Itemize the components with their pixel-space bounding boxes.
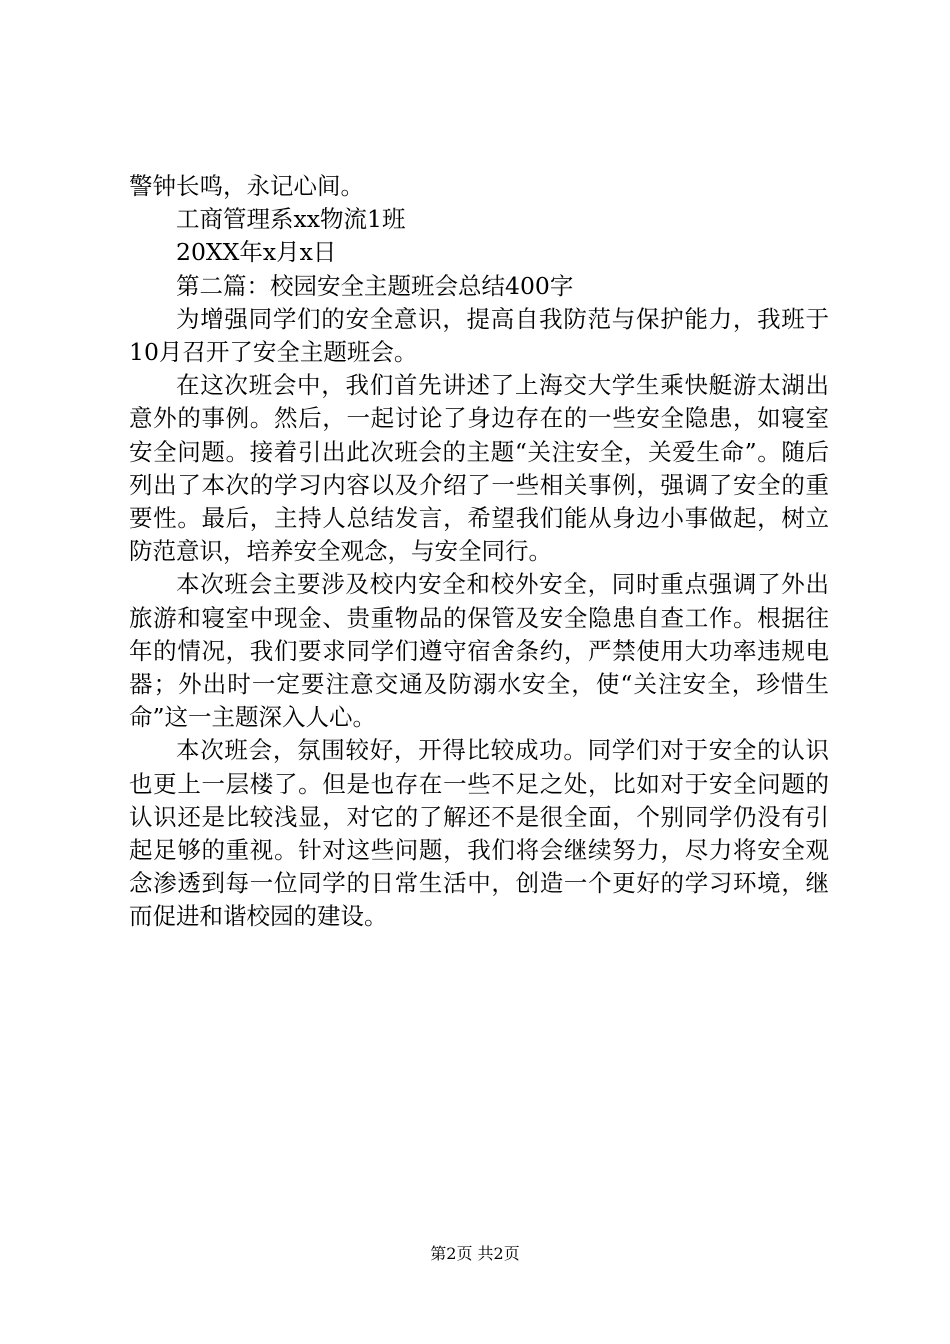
document-body [129,170,829,934]
paragraph-date: 20XX年x月x日 [176,238,337,267]
section-heading: 第二篇：校园安全主题班会总结400字 [176,271,574,300]
paragraph-summary: 本次班会，氛围较好，开得比较成功。同学们对于安全的认识也更上一层楼了。但是也存在一些不足之处，比如对于安全问题的认识还是比较浅显，对它的了解还不是很全面，个别同学仍没有引起足够的重视。针对这些问题，我们将会继续努力，尽力将安全观念渗透到每一位同学的日常生活中，创造一个更好的学习环境，继而促进和谐校园的建设。 [129,736,829,931]
paragraph-closing-line: 警钟长鸣，永记心间。 [129,172,364,200]
paragraph-meeting-content: 在这次班会中，我们首先讲述了上海交大学生乘快艇游太湖出意外的事例。然后，一起讨论了身边存在的一些安全隐患，如寝室安全问题。接着引出此次班会的主题“关注安全，关爱生命”。随后列出了本次的学习内容以及介绍了一些相关事例，强调了安全的重要性。最后，主持人总结发言，希望我们能从身边小事做起，树立防范意识，培养安全观念，与安全同行。 [129,371,829,566]
paragraph-safety-focus: 本次班会主要涉及校内安全和校外安全，同时重点强调了外出旅游和寝室中现金、贵重物品的保管及安全隐患自查工作。根据往年的情况，我们要求同学们遵守宿舍条约，严禁使用大功率违规电器；外出时一定要注意交通及防溺水安全，使“关注安全，珍惜生命”这一主题深入人心。 [129,570,829,732]
page-number-footer: 第2页 共2页 [430,1244,520,1263]
paragraph-class-name: 工商管理系xx物流1班 [176,205,406,234]
paragraph-intro: 为增强同学们的安全意识，提高自我防范与保护能力，我班于10月召开了安全主题班会。 [129,304,829,367]
